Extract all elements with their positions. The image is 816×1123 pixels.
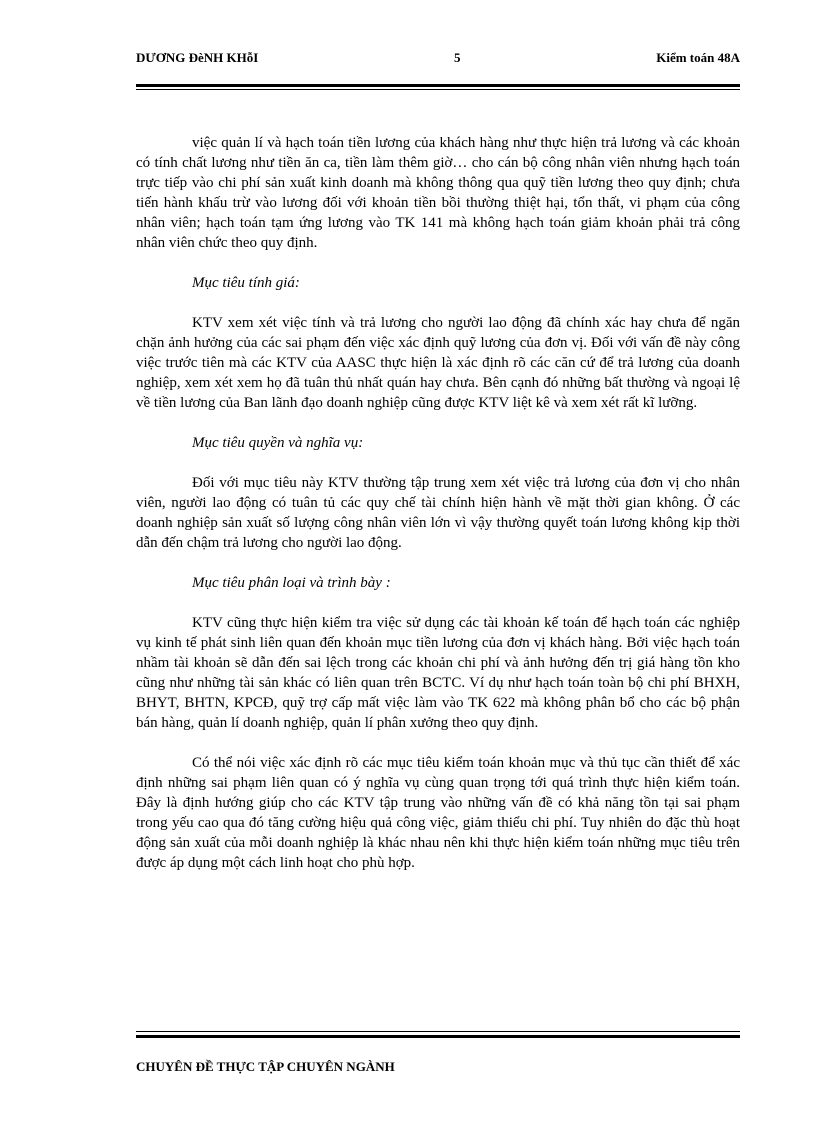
paragraph-2: KTV xem xét việc tính và trả lương cho người lao động đã chính xác hay chưa để ngăn chặn ảnh hưởng của các sai phạm đến việc xác định quỹ lương của đơn vị. Đối với vấn đề này công việc trước tiên mà các KTV của AASC thực hiện là xác định rõ các căn cứ để trả lương của doanh nghiệp, xem xét xem họ đã tuân thủ nhất quán hay chưa. Bên cạnh đó những bất thường và ngoại lệ về tiền lương của Ban lãnh đạo doanh nghiệp cũng được KTV liệt kê và xem xét rất kĩ lưỡng. — [136, 315, 740, 411]
page-footer: CHUYÊN ĐỀ THỰC TẬP CHUYÊN NGÀNH — [136, 1059, 395, 1074]
header-rule-thick — [136, 84, 740, 87]
heading-rights-obligations: Mục tiêu quyền và nghĩa vụ: — [192, 435, 364, 451]
paragraph-1: việc quản lí và hạch toán tiền lương của khách hàng như thực hiện trả lương và các khoản có tính chất lương như tiền ăn ca, tiền làm thêm giờ… cho cán bộ công nhân viên nhưng hạch toán trực tiếp vào chi phí sản xuất kinh doanh mà không thông qua quỹ tiền lương theo quy định; chưa tiến hành khấu trừ vào lương đối với khoản tiền bồi thường thiệt hại, tổn thất, vi phạm của công nhân viên; hạch toán tạm ứng lương vào TK 141 mà không hạch toán giảm khoản phải trả công nhân viên chức theo quy định. — [136, 135, 740, 251]
paragraph-3: Đối với mục tiêu này KTV thường tập trung xem xét việc trả lương của đơn vị cho nhân viên, người lao động có tuân tủ các quy chế tài chính hiện hành về mặt thời gian không. Ở các doanh nghiệp sản xuất số lượng công nhân viên lớn vì vậy thường quyết toán lương không kịp thời dẫn đến chậm trả lương cho người lao động. — [136, 475, 740, 551]
footer-rule-thick — [136, 1035, 740, 1038]
heading-classification: Mục tiêu phân loại và trình bày : — [192, 575, 391, 591]
document-body — [136, 133, 740, 873]
heading-valuation: Mục tiêu tính giá: — [192, 275, 300, 291]
header-page-number: 5 — [454, 50, 461, 65]
header-class-name: Kiểm toán 48A — [656, 50, 740, 65]
header-rule-thin — [136, 89, 740, 90]
paragraph-5: Có thể nói việc xác định rõ các mục tiêu kiểm toán khoản mục và thủ tục cần thiết để xác định những sai phạm liên quan có ý nghĩa vụ cùng quan trọng tới quá trình thực hiện kiểm toán. Đây là định hướng giúp cho các KTV tập trung vào những vấn đề có khả năng tồn tại sai phạm trong yếu cao qua đó tăng cường hiệu quả công việc, giảm thiểu chi phí. Tuy nhiên do đặc thù hoạt động sản xuất của mỗi doanh nghiệp là khác nhau nên khi thực hiện kiểm toán những mục tiêu trên được áp dụng một cách linh hoạt cho phù hợp. — [136, 755, 740, 871]
page-header — [136, 50, 740, 70]
header-author: DƯƠNG ĐèNH KHỗI — [136, 50, 259, 65]
footer-rule-thin — [136, 1031, 740, 1032]
paragraph-4: KTV cũng thực hiện kiểm tra việc sử dụng các tài khoản kế toán để hạch toán các nghiệp vụ kinh tế phát sinh liên quan đến khoản mục tiền lương của đơn vị khách hàng. Bởi việc hạch toán nhầm tài khoản sẽ dẫn đến sai lệch trong các khoản chi phí và ảnh hưởng đến trị giá hàng tồn kho cũng như những tài sản khác có liên quan trên BCTC. Ví dụ như hạch toán toàn bộ chi phí BHXH, BHYT, BHTN, KPCĐ, quỹ trợ cấp mất việc làm vào TK 622 mà không phân bổ cho các bộ phận bán hàng, quản lí doanh nghiệp, quản lí phân xưởng theo quy định. — [136, 615, 740, 731]
